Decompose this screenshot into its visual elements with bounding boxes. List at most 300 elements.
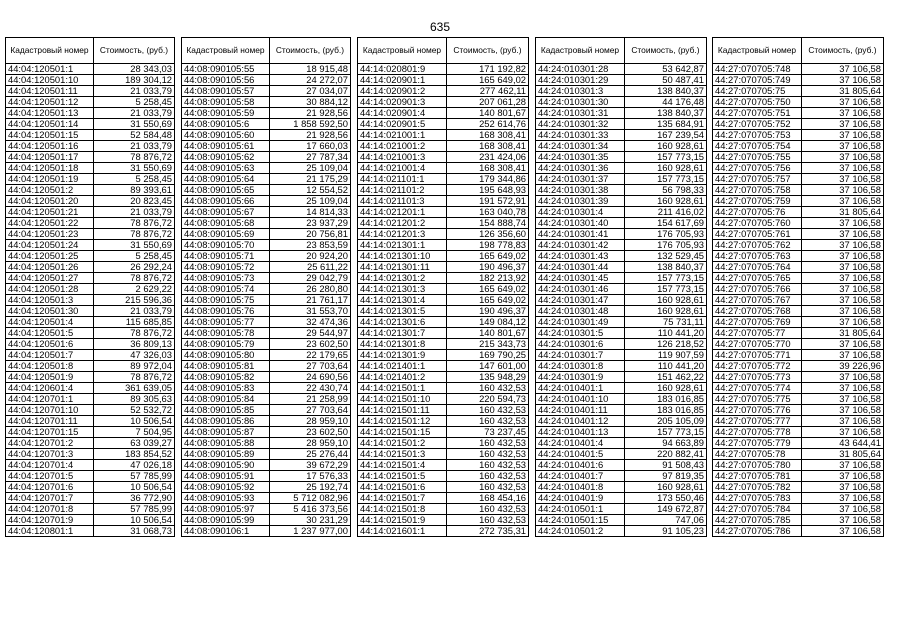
table-row	[713, 108, 884, 119]
cost-value: 27 034,07	[269, 86, 350, 97]
cadastral-number: 44:27:070705:764	[713, 262, 802, 273]
cadastral-number: 44:08:090105:77	[182, 317, 270, 328]
cost-value: 91 508,43	[624, 460, 706, 471]
table-row	[536, 317, 707, 328]
cost-value: 28 959,10	[269, 438, 350, 449]
cadastral-number: 44:24:010401:7	[536, 471, 625, 482]
cadastral-number: 44:27:070705:761	[713, 229, 802, 240]
cadastral-number: 44:04:120501:20	[6, 196, 94, 207]
table-row	[536, 526, 707, 537]
table-row	[182, 449, 351, 460]
cost-value: 78 876,72	[93, 218, 174, 229]
cost-value: 168 308,41	[446, 163, 528, 174]
table-row	[358, 328, 529, 339]
cost-value: 182 213,92	[446, 273, 528, 284]
cadastral-number: 44:08:090105:63	[182, 163, 270, 174]
cost-value: 94 663,89	[624, 438, 706, 449]
cadastral-table-3	[357, 37, 529, 537]
cost-value: 78 876,72	[93, 328, 174, 339]
cost-value: 12 554,52	[269, 185, 350, 196]
table-row	[182, 240, 351, 251]
header-code: Кадастровый номер	[6, 38, 94, 64]
cost-value: 37 106,58	[801, 295, 883, 306]
table-row	[358, 416, 529, 427]
table-row	[358, 460, 529, 471]
cost-value: 78 876,72	[93, 372, 174, 383]
cost-value: 2 629,22	[93, 284, 174, 295]
header-code: Кадастровый номер	[713, 38, 802, 64]
cost-value: 44 176,48	[624, 97, 706, 108]
header-code: Кадастровый номер	[182, 38, 270, 64]
table-row	[358, 196, 529, 207]
table-row	[358, 449, 529, 460]
cadastral-number: 44:24:010301:5	[536, 328, 625, 339]
cadastral-number: 44:08:090105:60	[182, 130, 270, 141]
cadastral-number: 44:04:120501:8	[6, 361, 94, 372]
table-row	[182, 482, 351, 493]
table-row	[182, 350, 351, 361]
cadastral-number: 44:14:021501:15	[358, 427, 447, 438]
cadastral-number: 44:08:090105:90	[182, 460, 270, 471]
table-row	[182, 152, 351, 163]
cost-value: 160 928,61	[624, 482, 706, 493]
table-row	[358, 284, 529, 295]
cadastral-number: 44:14:021401:1	[358, 361, 447, 372]
table-row	[536, 141, 707, 152]
cadastral-number: 44:04:120501:17	[6, 152, 94, 163]
cadastral-number: 44:27:070705:750	[713, 97, 802, 108]
cadastral-number: 44:14:021501:8	[358, 504, 447, 515]
cost-value: 17 660,03	[269, 141, 350, 152]
cadastral-number: 44:14:021301:8	[358, 339, 447, 350]
cadastral-number: 44:14:021301:7	[358, 328, 447, 339]
table-row	[536, 438, 707, 449]
cadastral-number: 44:04:120501:24	[6, 240, 94, 251]
table-row	[6, 339, 175, 350]
table-row	[536, 196, 707, 207]
cost-value: 160 432,53	[446, 482, 528, 493]
table-row	[536, 383, 707, 394]
table-row	[536, 372, 707, 383]
table-row	[182, 273, 351, 284]
table-row	[358, 251, 529, 262]
table-row	[6, 471, 175, 482]
cost-value: 37 106,58	[801, 163, 883, 174]
cadastral-number: 44:27:070705:768	[713, 306, 802, 317]
table-row	[358, 438, 529, 449]
cadastral-number: 44:14:021501:2	[358, 438, 447, 449]
table-row	[6, 240, 175, 251]
cadastral-number: 44:14:020901:3	[358, 97, 447, 108]
cadastral-number: 44:08:090105:83	[182, 383, 270, 394]
table-row	[6, 152, 175, 163]
cost-value: 36 772,90	[93, 493, 174, 504]
table-row	[536, 504, 707, 515]
cost-value: 25 109,04	[269, 163, 350, 174]
cost-value: 21 928,56	[269, 130, 350, 141]
cost-value: 37 106,58	[801, 119, 883, 130]
cadastral-number: 44:24:010401:1	[536, 383, 625, 394]
cost-value: 176 705,93	[624, 229, 706, 240]
cost-value: 37 106,58	[801, 493, 883, 504]
table-row	[182, 504, 351, 515]
table-header-row	[6, 38, 175, 64]
cost-value: 138 840,37	[624, 86, 706, 97]
cost-value: 195 648,93	[446, 185, 528, 196]
table-row	[713, 427, 884, 438]
cadastral-number: 44:04:120701:3	[6, 449, 94, 460]
table-row	[713, 515, 884, 526]
cost-value: 37 106,58	[801, 75, 883, 86]
cadastral-number: 44:24:010301:8	[536, 361, 625, 372]
header-code: Кадастровый номер	[536, 38, 625, 64]
cost-value: 190 496,37	[446, 306, 528, 317]
table-row	[536, 152, 707, 163]
cadastral-number: 44:14:021301:2	[358, 273, 447, 284]
table-row	[713, 185, 884, 196]
cadastral-number: 44:14:021001:3	[358, 152, 447, 163]
cadastral-number: 44:04:120501:30	[6, 306, 94, 317]
table-row	[358, 350, 529, 361]
cost-value: 157 773,15	[624, 284, 706, 295]
table-row	[182, 295, 351, 306]
table-row	[713, 504, 884, 515]
cost-value: 23 602,50	[269, 427, 350, 438]
cadastral-number: 44:04:120701:11	[6, 416, 94, 427]
cost-value: 160 928,61	[624, 163, 706, 174]
cadastral-number: 44:14:021301:5	[358, 306, 447, 317]
cost-value: 211 416,02	[624, 207, 706, 218]
table-row	[358, 163, 529, 174]
cadastral-number: 44:08:090105:72	[182, 262, 270, 273]
table-row	[182, 306, 351, 317]
table-row	[358, 229, 529, 240]
cost-value: 36 809,13	[93, 339, 174, 350]
cadastral-number: 44:04:120501:2	[6, 185, 94, 196]
cadastral-number: 44:04:120701:8	[6, 504, 94, 515]
cost-value: 10 506,54	[93, 416, 174, 427]
table-header-row	[713, 38, 884, 64]
cadastral-number: 44:04:120701:1	[6, 394, 94, 405]
cadastral-number: 44:04:120501:3	[6, 295, 94, 306]
cadastral-number: 44:04:120501:4	[6, 317, 94, 328]
table-row	[358, 64, 529, 75]
cost-value: 91 105,23	[624, 526, 706, 537]
cadastral-number: 44:27:070705:77	[713, 328, 802, 339]
table-row	[182, 64, 351, 75]
table-row	[713, 174, 884, 185]
cadastral-number: 44:27:070705:76	[713, 207, 802, 218]
table-row	[6, 317, 175, 328]
cadastral-number: 44:04:120501:27	[6, 273, 94, 284]
table-row	[713, 262, 884, 273]
cadastral-number: 44:24:010301:44	[536, 262, 625, 273]
table-row	[358, 306, 529, 317]
cadastral-number: 44:04:120501:12	[6, 97, 94, 108]
cadastral-number: 44:24:010401:10	[536, 394, 625, 405]
table-row	[6, 328, 175, 339]
header-code: Кадастровый номер	[358, 38, 447, 64]
cost-value: 160 432,53	[446, 515, 528, 526]
cadastral-number: 44:04:120701:4	[6, 460, 94, 471]
header-cost: Стоимость, (руб.)	[446, 38, 528, 64]
cadastral-number: 44:04:120501:16	[6, 141, 94, 152]
cost-value: 23 853,59	[269, 240, 350, 251]
cost-value: 160 432,53	[446, 471, 528, 482]
table-row	[358, 86, 529, 97]
cadastral-number: 44:24:010301:29	[536, 75, 625, 86]
table-row	[713, 372, 884, 383]
cadastral-number: 44:14:020801:9	[358, 64, 447, 75]
cost-value: 39 672,29	[269, 460, 350, 471]
table-row	[6, 394, 175, 405]
cadastral-number: 44:08:090105:76	[182, 306, 270, 317]
cadastral-number: 44:04:120501:14	[6, 119, 94, 130]
table-row	[358, 405, 529, 416]
cost-value: 37 106,58	[801, 350, 883, 361]
cadastral-number: 44:14:021201:2	[358, 218, 447, 229]
cost-value: 132 529,45	[624, 251, 706, 262]
cadastral-number: 44:27:070705:766	[713, 284, 802, 295]
cadastral-number: 44:24:010301:28	[536, 64, 625, 75]
cadastral-number: 44:24:010301:38	[536, 185, 625, 196]
table-row	[358, 339, 529, 350]
cost-value: 25 276,44	[269, 449, 350, 460]
table-row	[6, 86, 175, 97]
cadastral-number: 44:14:021501:6	[358, 482, 447, 493]
cadastral-number: 44:14:020901:5	[358, 119, 447, 130]
cadastral-number: 44:24:010301:41	[536, 229, 625, 240]
table-row	[713, 130, 884, 141]
cadastral-number: 44:04:120701:2	[6, 438, 94, 449]
cadastral-number: 44:08:090105:65	[182, 185, 270, 196]
cadastral-number: 44:08:090105:97	[182, 504, 270, 515]
table-row	[713, 350, 884, 361]
table-row	[358, 372, 529, 383]
table-row	[536, 328, 707, 339]
table-row	[6, 416, 175, 427]
cadastral-number: 44:14:021501:11	[358, 405, 447, 416]
cadastral-number: 44:14:021301:4	[358, 295, 447, 306]
cadastral-number: 44:24:010501:2	[536, 526, 625, 537]
table-row	[182, 416, 351, 427]
table-row	[713, 251, 884, 262]
table-row	[6, 383, 175, 394]
table-row	[536, 218, 707, 229]
cadastral-number: 44:14:020901:1	[358, 75, 447, 86]
cadastral-number: 44:04:120501:18	[6, 163, 94, 174]
table-row	[713, 317, 884, 328]
table-header-row	[358, 38, 529, 64]
table-row	[713, 449, 884, 460]
cadastral-number: 44:04:120701:6	[6, 482, 94, 493]
cost-value: 52 584,48	[93, 130, 174, 141]
cadastral-number: 44:24:010301:6	[536, 339, 625, 350]
cost-value: 37 106,58	[801, 185, 883, 196]
cadastral-number: 44:14:021201:1	[358, 207, 447, 218]
cost-value: 26 280,80	[269, 284, 350, 295]
table-row	[713, 526, 884, 537]
cadastral-number: 44:14:021501:7	[358, 493, 447, 504]
cadastral-number: 44:27:070705:765	[713, 273, 802, 284]
cadastral-number: 44:14:021101:2	[358, 185, 447, 196]
cadastral-number: 44:08:090105:73	[182, 273, 270, 284]
cost-value: 21 175,29	[269, 174, 350, 185]
cost-value: 37 106,58	[801, 394, 883, 405]
cadastral-number: 44:08:090105:79	[182, 339, 270, 350]
table-row	[713, 493, 884, 504]
cost-value: 37 106,58	[801, 515, 883, 526]
cost-value: 25 611,22	[269, 262, 350, 273]
table-row	[358, 262, 529, 273]
cost-value: 272 735,31	[446, 526, 528, 537]
cost-value: 165 649,02	[446, 284, 528, 295]
cost-value: 37 106,58	[801, 130, 883, 141]
cadastral-number: 44:08:090105:68	[182, 218, 270, 229]
cost-value: 110 441,20	[624, 361, 706, 372]
cadastral-number: 44:24:010301:7	[536, 350, 625, 361]
cost-value: 31 550,69	[93, 163, 174, 174]
cadastral-number: 44:24:010301:46	[536, 284, 625, 295]
cadastral-number: 44:08:090105:86	[182, 416, 270, 427]
cost-value: 47 026,18	[93, 460, 174, 471]
cost-value: 50 487,41	[624, 75, 706, 86]
table-row	[536, 273, 707, 284]
cadastral-number: 44:24:010301:36	[536, 163, 625, 174]
table-row	[182, 317, 351, 328]
table-row	[6, 251, 175, 262]
cost-value: 5 258,45	[93, 97, 174, 108]
cadastral-number: 44:27:070705:748	[713, 64, 802, 75]
cost-value: 37 106,58	[801, 471, 883, 482]
table-row	[6, 97, 175, 108]
cadastral-number: 44:24:010301:33	[536, 130, 625, 141]
table-row	[6, 427, 175, 438]
table-row	[713, 218, 884, 229]
table-row	[6, 196, 175, 207]
table-header-row	[182, 38, 351, 64]
table-row	[536, 108, 707, 119]
cost-value: 160 432,53	[446, 460, 528, 471]
cost-value: 73 237,45	[446, 427, 528, 438]
table-row	[6, 141, 175, 152]
table-row	[536, 163, 707, 174]
cadastral-number: 44:27:070705:776	[713, 405, 802, 416]
cost-value: 21 033,79	[93, 306, 174, 317]
table-row	[182, 372, 351, 383]
table-row	[182, 471, 351, 482]
cost-value: 140 801,67	[446, 108, 528, 119]
cost-value: 160 432,53	[446, 405, 528, 416]
cadastral-number: 44:04:120701:15	[6, 427, 94, 438]
cadastral-number: 44:04:120501:9	[6, 372, 94, 383]
cost-value: 23 937,29	[269, 218, 350, 229]
header-cost: Стоимость, (руб.)	[624, 38, 706, 64]
cadastral-number: 44:14:021301:11	[358, 262, 447, 273]
table-row	[713, 284, 884, 295]
table-row	[6, 174, 175, 185]
cadastral-number: 44:04:120501:15	[6, 130, 94, 141]
table-row	[713, 306, 884, 317]
cadastral-number: 44:08:090105:80	[182, 350, 270, 361]
cadastral-table-5	[712, 37, 884, 537]
table-row	[713, 196, 884, 207]
table-row	[6, 361, 175, 372]
cost-value: 160 432,53	[446, 504, 528, 515]
cadastral-number: 44:14:021401:2	[358, 372, 447, 383]
cadastral-number: 44:14:021501:4	[358, 460, 447, 471]
table-row	[713, 207, 884, 218]
cost-value: 39 226,96	[801, 361, 883, 372]
cost-value: 21 033,79	[93, 141, 174, 152]
cost-value: 28 959,10	[269, 416, 350, 427]
cost-value: 220 882,41	[624, 449, 706, 460]
cadastral-number: 44:04:120501:23	[6, 229, 94, 240]
table-row	[182, 284, 351, 295]
cadastral-number: 44:04:120501:1	[6, 64, 94, 75]
cost-value: 183 854,52	[93, 449, 174, 460]
cadastral-number: 44:04:120501:13	[6, 108, 94, 119]
table-row	[536, 262, 707, 273]
table-row	[536, 251, 707, 262]
cost-value: 21 033,79	[93, 207, 174, 218]
cadastral-number: 44:24:010301:40	[536, 218, 625, 229]
table-row	[358, 141, 529, 152]
cost-value: 27 703,64	[269, 405, 350, 416]
cadastral-number: 44:04:120701:5	[6, 471, 94, 482]
header-cost: Стоимость, (руб.)	[93, 38, 174, 64]
cost-value: 22 179,65	[269, 350, 350, 361]
cost-value: 29 544,97	[269, 328, 350, 339]
cadastral-number: 44:04:120501:10	[6, 75, 94, 86]
cadastral-number: 44:14:021501:9	[358, 515, 447, 526]
cadastral-number: 44:27:070705:762	[713, 240, 802, 251]
cost-value: 171 192,82	[446, 64, 528, 75]
cost-value: 157 773,15	[624, 152, 706, 163]
cost-value: 37 106,58	[801, 339, 883, 350]
table-row	[182, 383, 351, 394]
table-row	[358, 394, 529, 405]
cadastral-number: 44:04:120501:21	[6, 207, 94, 218]
cost-value: 7 504,95	[93, 427, 174, 438]
cost-value: 37 106,58	[801, 504, 883, 515]
cadastral-number: 44:27:070705:756	[713, 163, 802, 174]
cadastral-number: 44:27:070705:749	[713, 75, 802, 86]
cost-value: 31 068,73	[93, 526, 174, 537]
table-row	[713, 240, 884, 251]
cost-value: 165 649,02	[446, 75, 528, 86]
cost-value: 78 876,72	[93, 273, 174, 284]
cost-value: 138 840,37	[624, 108, 706, 119]
cost-value: 31 805,64	[801, 207, 883, 218]
table-row	[6, 75, 175, 86]
table-row	[536, 339, 707, 350]
cost-value: 56 798,33	[624, 185, 706, 196]
cost-value: 24 272,07	[269, 75, 350, 86]
cost-value: 25 192,74	[269, 482, 350, 493]
table-row	[6, 273, 175, 284]
table-row	[713, 460, 884, 471]
table-row	[182, 75, 351, 86]
table-row	[182, 174, 351, 185]
cadastral-number: 44:24:010401:9	[536, 493, 625, 504]
cadastral-number: 44:24:010301:42	[536, 240, 625, 251]
cost-value: 168 308,41	[446, 130, 528, 141]
table-row	[713, 64, 884, 75]
table-row	[713, 339, 884, 350]
cost-value: 37 106,58	[801, 273, 883, 284]
table-row	[713, 394, 884, 405]
